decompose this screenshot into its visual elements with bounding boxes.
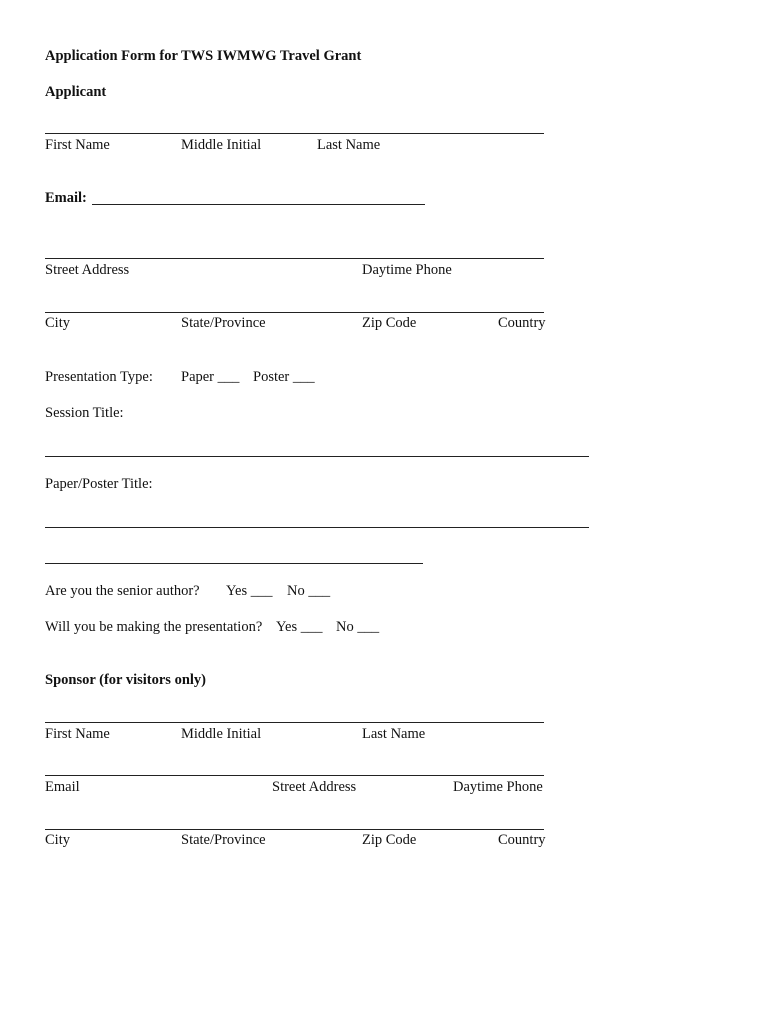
session-title-label: Session Title:: [45, 405, 124, 421]
presentation-type-label: Presentation Type:: [45, 369, 153, 385]
applicant-middle-initial-label: Middle Initial: [181, 137, 262, 153]
applicant-first-name-label: First Name: [45, 137, 110, 153]
applicant-zip-label: Zip Code: [362, 315, 417, 331]
applicant-state-label: State/Province: [181, 315, 266, 331]
poster-option[interactable]: Poster ___: [253, 369, 315, 385]
senior-author-no[interactable]: No ___: [287, 583, 331, 599]
sponsor-zip-label: Zip Code: [362, 832, 417, 848]
applicant-last-name-label: Last Name: [317, 137, 381, 153]
applicant-email-label: Email:: [45, 190, 87, 206]
sponsor-last-name-label: Last Name: [362, 726, 426, 742]
applicant-heading: Applicant: [45, 84, 107, 100]
presenting-no[interactable]: No ___: [336, 619, 380, 635]
applicant-city-line[interactable]: [45, 312, 544, 313]
form-title: Application Form for TWS IWMWG Travel Grant: [45, 48, 362, 64]
sponsor-middle-initial-label: Middle Initial: [181, 726, 262, 742]
presenting-yes[interactable]: Yes ___: [276, 619, 323, 635]
sponsor-city-line[interactable]: [45, 829, 544, 830]
applicant-country-label: Country: [498, 315, 546, 331]
applicant-street-line[interactable]: [45, 258, 544, 259]
senior-author-yes[interactable]: Yes ___: [226, 583, 273, 599]
sponsor-email-label: Email: [45, 779, 80, 795]
paper-poster-title-label: Paper/Poster Title:: [45, 476, 153, 492]
paper-option[interactable]: Paper ___: [181, 369, 240, 385]
paper-poster-title-line-2[interactable]: [45, 563, 423, 564]
session-title-line[interactable]: [45, 456, 589, 457]
sponsor-street-label: Street Address: [272, 779, 357, 795]
sponsor-contact-line[interactable]: [45, 775, 544, 776]
sponsor-first-name-label: First Name: [45, 726, 110, 742]
presenting-question: Will you be making the presentation?: [45, 619, 263, 635]
sponsor-heading: Sponsor (for visitors only): [45, 672, 206, 688]
sponsor-phone-label: Daytime Phone: [453, 779, 543, 795]
applicant-city-label: City: [45, 315, 70, 331]
sponsor-city-label: City: [45, 832, 70, 848]
sponsor-country-label: Country: [498, 832, 546, 848]
applicant-phone-label: Daytime Phone: [362, 262, 452, 278]
paper-poster-title-line-1[interactable]: [45, 527, 589, 528]
sponsor-state-label: State/Province: [181, 832, 266, 848]
applicant-email-line[interactable]: [92, 204, 425, 205]
applicant-name-line[interactable]: [45, 133, 544, 134]
applicant-street-label: Street Address: [45, 262, 130, 278]
senior-author-question: Are you the senior author?: [45, 583, 200, 599]
sponsor-name-line[interactable]: [45, 722, 544, 723]
